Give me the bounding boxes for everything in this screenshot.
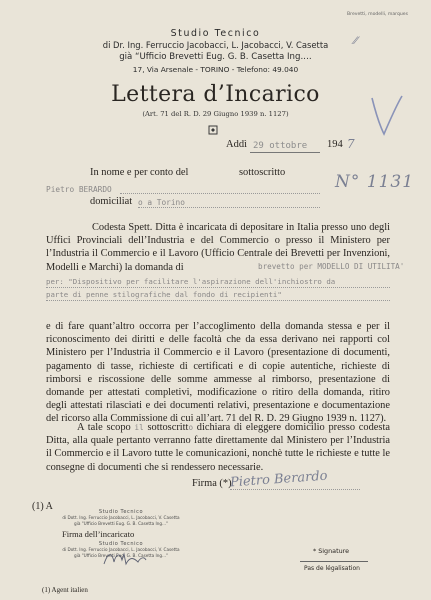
header-address: 17, Via Arsenale - TORINO - Telefono: 49.040 [132,65,299,74]
principal-undersigned: sottoscritto [239,167,286,178]
principal-line-1 [120,193,320,194]
para3-b: sottoscritt [147,422,189,433]
patent-type: brevetto per MODELLO DI UTILITA' [258,262,405,271]
paragraph-powers: e di fare quant’altro occorra per l’accoglimento della domanda stessa e per il riconoscimento dei diritti e delle facoltà che da essa derivano nei rapporti col Ministero per l’Industria il Commercio e il Lavoro (presentazione di documenti, pagamento di tasse, richieste di certificati e di copie autentiche, richieste di rimborsi e riscossione delle somme ammesse al rimborso, presentazione di domande per attestati completivi, modificazione o ritiro della domanda, ritiro degli attestati rilasciati e dei documenti relativi, presentazione e documentazione del ricorso alla Commissione di cui all’art. 71 del R. D. 29 Giugno 1939 n. 1127). [46,321,390,425]
header-firm: Studio Tecnico [170,28,261,39]
patent-object-line-2: parte di penne stilografiche dal fondo di recipienti" [46,290,282,299]
footer-one-a: (1) A [32,501,53,512]
para3-c: dichiara di eleggere domicilio presso codesta Ditta, alla quale pertanto verranno fatte direttamente dal Ministero per l’Industria il Commercio e il Lavoro tutte le comunicazioni, nonchè tutte le richieste e tutte le consegne di documenti che si rendessero necessarie. [46,422,390,473]
paragraph-domicile [46,421,390,474]
principal-domicile-value: o a Torino [138,198,185,207]
footer-firma-incaricato: Firma dell’incaricato [62,529,135,539]
paragraph-mandate: Codesta Spett. Ditta è incaricata di depositare in Italia presso uno degli Uffici Provinciali dell’Industria e del Commercio o presso il Ministero per l’Industria il Commercio e il Lavoro (Ufficio Centrale dei Brevetti per Invenzioni, Modelli e Marchi) la domanda di [46,222,390,273]
header-pen-mark: ⁄⁄ [354,36,358,47]
principal-domicile-label: domiciliat [90,196,133,207]
signature-line [230,489,360,490]
stamp-2-line-2: di Dott. Ing. Ferruccio Jacobacci, L. Jacobacci, V. Casetta [62,547,180,553]
stamp-1-line-1: Studio Tecnico [98,509,144,515]
footer-no-legalisation: Pas de légalisation [304,565,360,572]
object-line-2 [46,300,390,301]
header-partners: di Dr. Ing. Ferruccio Jacobacci, L. Jacobacci, V. Casetta [102,40,329,50]
ornament-icon [208,120,218,130]
handwritten-number: N° 1131 [335,172,415,192]
date-year-printed: 194 [327,139,343,150]
signature-label: Firma (*) [192,478,232,489]
stamp-1-line-2: di Dott. Ing. Ferruccio Jacobacci, L. Jacobacci, V. Casetta [62,515,180,521]
date-prefix: Addì [226,139,247,150]
header-formerly: già “Ufficio Brevetti Eug. G. B. Casetta Ing.… [119,52,312,62]
stamp-2-line-3: già "Ufficio Brevetti Eug. G. B. Casetta Ing..." [74,552,168,558]
para3-o: o [188,423,194,432]
footer-rule [300,561,368,562]
stamp-1 [40,510,202,526]
document-subtitle: (Art. 71 del R. D. 29 Giugno 1939 n. 1127) [142,110,289,118]
para3-a: A tale scopo [77,422,131,433]
footer-signature-note: * Signature [313,547,350,555]
date-line [250,152,320,153]
date-year-hand: 7 [347,137,355,151]
stamp-1-line-3: già "Ufficio Brevetti Eug. G. B. Casetta Ing..." [74,520,168,526]
patent-object-line-1: per: "Dispositivo per facilitare l'aspirazione dell'inchiostro da [46,277,336,286]
date-day-month: 29 ottobre [253,141,308,151]
pen-check-mark [366,92,406,140]
object-line-1 [46,287,390,288]
handwritten-signature: Pietro Berardo [229,468,328,491]
agent-signature-scribble [100,548,150,570]
corner-note: Brevetti, modelli, marques [347,12,409,17]
footer-agent-note: (1) Agent italien [42,586,88,594]
principal-line-2 [138,207,320,208]
principal-lead: In nome e per conto del [90,167,189,178]
para3-il: il [134,423,144,432]
principal-name: Pietro BERARDO [46,185,112,194]
stamp-2-line-1: Studio Tecnico [98,541,144,547]
document-title: Lettera d’Incarico [111,82,320,107]
